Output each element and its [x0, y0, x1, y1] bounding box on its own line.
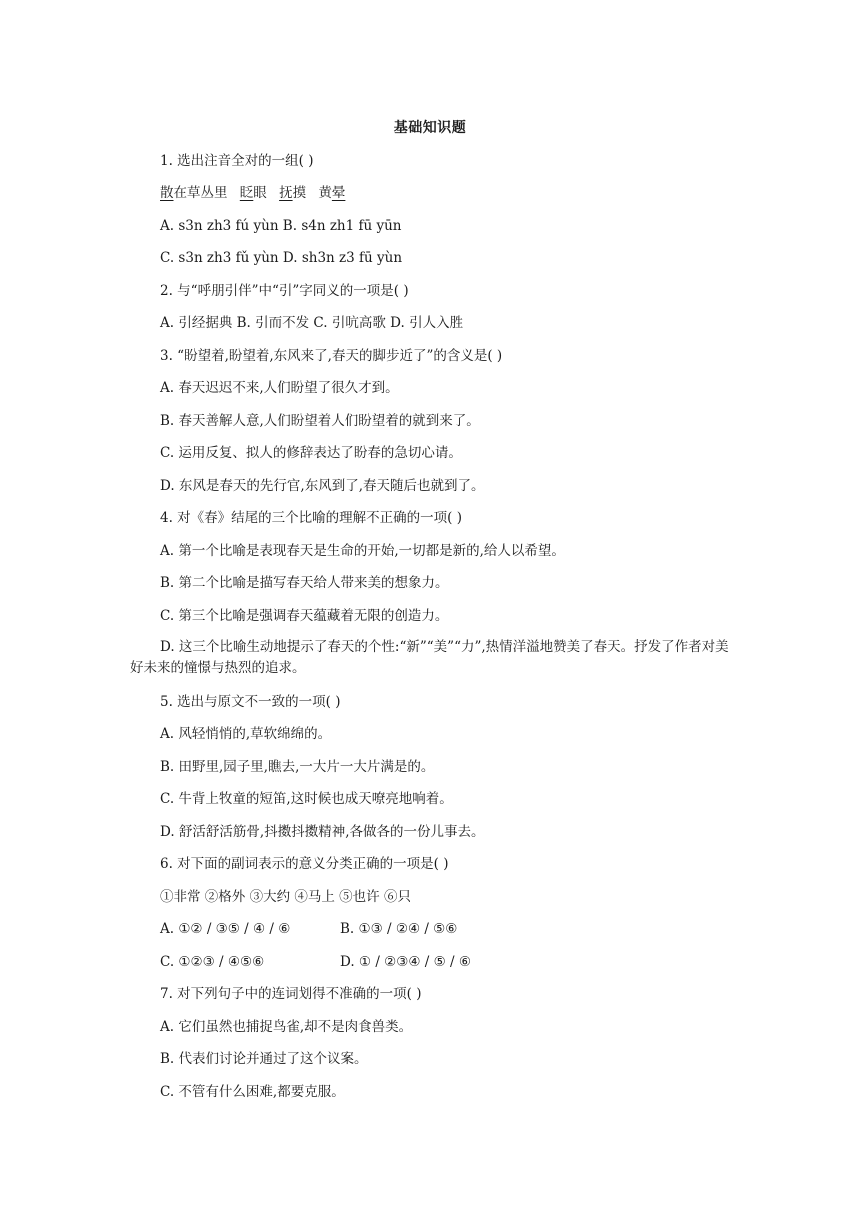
question-1-options-ab: A. s3n zh3 fú yùn B. s4n zh1 fū yūn — [160, 218, 402, 234]
question-6-option-a: A. ①② / ③⑤ / ④ / ⑥ — [160, 921, 291, 937]
question-1-words — [160, 183, 345, 203]
question-6-option-c: C. ①②③ / ④⑤⑥ — [160, 954, 265, 970]
word-text: 黄 — [318, 185, 332, 201]
question-1-stem: 1. 选出注音全对的一组( ) — [160, 153, 314, 169]
question-5-option-a: A. 风轻悄悄的,草软绵绵的。 — [160, 726, 332, 742]
question-6-option-b: B. ①③ / ②④ / ⑤⑥ — [340, 921, 458, 937]
question-7-option-b: B. 代表们讨论并通过了这个议案。 — [160, 1051, 368, 1067]
word-text: 摸 — [292, 185, 307, 201]
question-4-stem: 4. 对《春》结尾的三个比喻的理解不正确的一项( ) — [160, 510, 462, 526]
word-text: 在草丛里 — [173, 185, 228, 201]
question-4-option-a: A. 第一个比喻是表现春天是生命的开始,一切都是新的,给人以希望。 — [160, 543, 565, 559]
underlined-char: 晕 — [331, 185, 346, 201]
question-3-option-b: B. 春天善解人意,人们盼望着人们盼望着的就到来了。 — [160, 413, 480, 429]
question-5-option-b: B. 田野里,园子里,瞧去,一大片一大片满是的。 — [160, 759, 435, 775]
question-7-option-c: C. 不管有什么困难,都要克服。 — [160, 1084, 345, 1100]
question-6-option-d: D. ① / ②③④ / ⑤ / ⑥ — [340, 954, 471, 970]
question-5-stem: 5. 选出与原文不一致的一项( ) — [160, 694, 341, 710]
underlined-char: 眨 — [239, 185, 254, 201]
question-6-words: ①非常 ②格外 ③大约 ④马上 ⑤也许 ⑥只 — [160, 889, 411, 905]
question-1-options-cd: C. s3n zh3 fǔ yùn D. sh3n z3 fū yùn — [160, 250, 403, 266]
question-4-option-d: D. 这三个比喻生动地提示了春天的个性:“新”“美”“力”,热情洋溢地赞美了春天。抒发了作者对美好未来的憧憬与热烈的追求。 — [130, 639, 729, 676]
question-6-stem: 6. 对下面的副词表示的意义分类正确的一项是( ) — [160, 856, 449, 872]
underlined-char: 散 — [160, 185, 174, 201]
question-6-options-ab — [160, 919, 457, 939]
question-3-option-c: C. 运用反复、拟人的修辞表达了盼春的急切心请。 — [160, 445, 462, 461]
question-3-stem: 3. “盼望着,盼望着,东风来了,春天的脚步近了”的含义是( ) — [160, 348, 503, 364]
question-6-options-cd — [160, 952, 471, 972]
question-3-option-d: D. 东风是春天的先行官,东风到了,春天随后也就到了。 — [160, 478, 485, 494]
question-5-option-c: C. 牛背上牧童的短笛,这时候也成天嘹亮地响着。 — [160, 791, 453, 807]
document-title: 基础知识题 — [393, 120, 467, 136]
question-3-option-a: A. 春天迟迟不来,人们盼望了很久才到。 — [160, 380, 399, 396]
question-4-option-b: B. 第二个比喻是描写春天给人带来美的想象力。 — [160, 575, 449, 591]
question-4-option-c: C. 第三个比喻是强调春天蕴藏着无限的创造力。 — [160, 608, 449, 624]
underlined-char: 抚 — [279, 185, 293, 201]
question-7-option-a: A. 它们虽然也捕捉鸟雀,却不是肉食兽类。 — [160, 1019, 413, 1035]
question-2-options: A. 引经据典 B. 引而不发 C. 引吭高歌 D. 引人入胜 — [160, 315, 464, 331]
question-7-stem: 7. 对下列句子中的连词划得不准确的一项( ) — [160, 986, 422, 1002]
word-text: 眼 — [253, 185, 267, 201]
question-5-option-d: D. 舒活舒活筋骨,抖擞抖擞精神,各做各的一份儿事去。 — [160, 824, 485, 840]
question-2-stem: 2. 与“呼朋引伴”中“引”字同义的一项是( ) — [160, 283, 409, 299]
